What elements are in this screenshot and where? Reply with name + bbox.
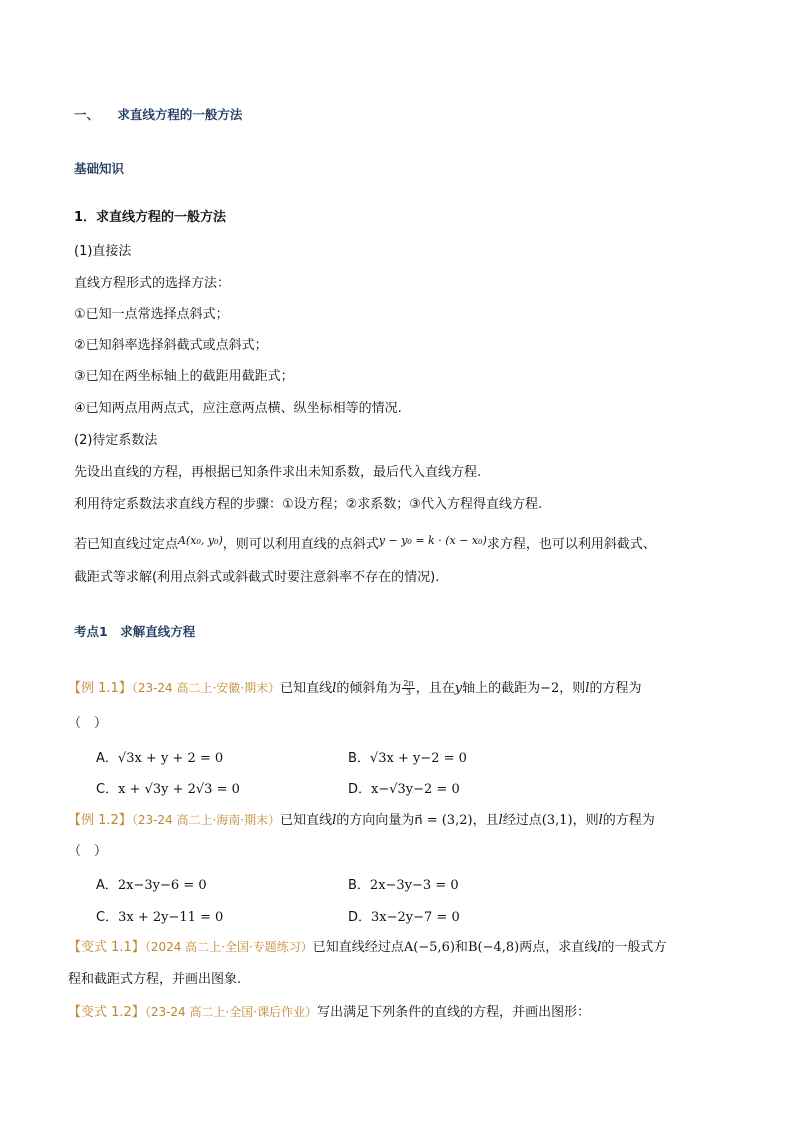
option-b[interactable]: B．2x−3y−3 = 0 — [348, 878, 459, 893]
option-d[interactable]: D．3x−2y−7 = 0 — [348, 910, 460, 925]
rule-2: ②已知斜率选择斜截式或点斜式； — [74, 338, 268, 353]
variant-source: （2024 高二上·全国·专题练习） — [144, 940, 313, 954]
variant-tag: 【变式 1.2】 — [68, 1005, 145, 1020]
example-1-2: 【例 1.2】（23-24 高二上·海南·期末）已知直线l的方向向量为n⃗ = (3,2)，且l经过点(3,1)，则l的方程为 — [68, 813, 655, 828]
variant-1-1: 【变式 1.1】（2024 高二上·全国·专题练习）已知直线经过点A(−5,6)和B(−4,8)两点，求直线l的一般式方 — [68, 940, 667, 955]
variant-1-1-cont: 程和截距式方程，并画出图象. — [68, 972, 242, 987]
basics-heading: 基础知识 — [74, 161, 125, 176]
item1-title: 1．求直线方程的一般方法 — [74, 210, 227, 225]
direction-vector: n⃗ = (3,2) — [414, 813, 473, 828]
section-number: 一、 — [74, 107, 100, 122]
example-1-2-paren: （ ） — [68, 844, 108, 859]
option-b[interactable]: B．√3x + y−2 = 0 — [348, 751, 467, 766]
undetermined-p3: 若已知直线过定点$^{A(x_0, y_0)}$，则可以利用直线的点斜式$^{y - y_0 = k \cdot (x - x_0)}$求方程，也可以利用斜截式、 — [74, 534, 656, 552]
point-slope-formula: y − y₀ = k · (x − x₀) — [378, 534, 487, 547]
example-source: （23-24 高二上·安徽·期末） — [131, 681, 281, 695]
undetermined-p3-cont: 截距式等求解(利用点斜式或斜截式时要注意斜率不存在的情况). — [74, 570, 440, 585]
option-a[interactable]: A．√3x + y + 2 = 0 — [96, 751, 224, 766]
option-d[interactable]: D．x−√3y−2 = 0 — [348, 782, 460, 797]
variant-source: （23-24 高二上·全国·课后作业） — [144, 1005, 318, 1019]
variant-tag: 【变式 1.1】 — [68, 940, 145, 955]
direct-method: (1)直接法 — [74, 244, 132, 259]
option-c[interactable]: C．x + √3y + 2√3 = 0 — [96, 782, 240, 797]
undetermined-method: (2)待定系数法 — [74, 433, 158, 448]
section-title: 求直线方程的一般方法 — [117, 107, 243, 122]
example-tag: 【例 1.2】 — [68, 813, 132, 828]
example-source: （23-24 高二上·海南·期末） — [131, 813, 281, 827]
rule-1: ①已知一点常选择点斜式； — [74, 307, 229, 322]
variant-1-2: 【变式 1.2】（23-24 高二上·全国·课后作业）写出满足下列条件的直线的方程，并画出图形： — [68, 1005, 591, 1020]
example-1-1: 【例 1.1】（23-24 高二上·安徽·期末）已知直线l的倾斜角为 $\frac{2\pi}{3}$ ，且在y轴上的截距为−2，则l的方程为 — [68, 679, 642, 697]
angle-fraction: $\frac{2\pi}{3}$ — [403, 679, 414, 697]
fixed-point-formula: A(x₀, y₀) — [178, 534, 223, 547]
option-a[interactable]: A．2x−3y−6 = 0 — [96, 878, 207, 893]
form-selection: 直线方程形式的选择方法： — [74, 276, 231, 291]
rule-4: ④已知两点用两点式，应注意两点横、纵坐标相等的情况. — [74, 401, 402, 416]
option-c[interactable]: C．3x + 2y−11 = 0 — [96, 910, 224, 925]
example-tag: 【例 1.1】 — [68, 681, 132, 696]
undetermined-p1: 先设出直线的方程，再根据已知条件求出未知系数，最后代入直线方程. — [74, 465, 482, 480]
kaodian-heading: 考点1 求解直线方程 — [74, 624, 196, 639]
example-1-1-paren: （ ） — [68, 716, 108, 731]
rule-3: ③已知在两坐标轴上的截距用截距式； — [74, 369, 294, 384]
undetermined-p2: 利用待定系数法求直线方程的步骤：①设方程；②求系数；③代入方程得直线方程. — [74, 497, 543, 512]
section-heading — [74, 105, 242, 123]
